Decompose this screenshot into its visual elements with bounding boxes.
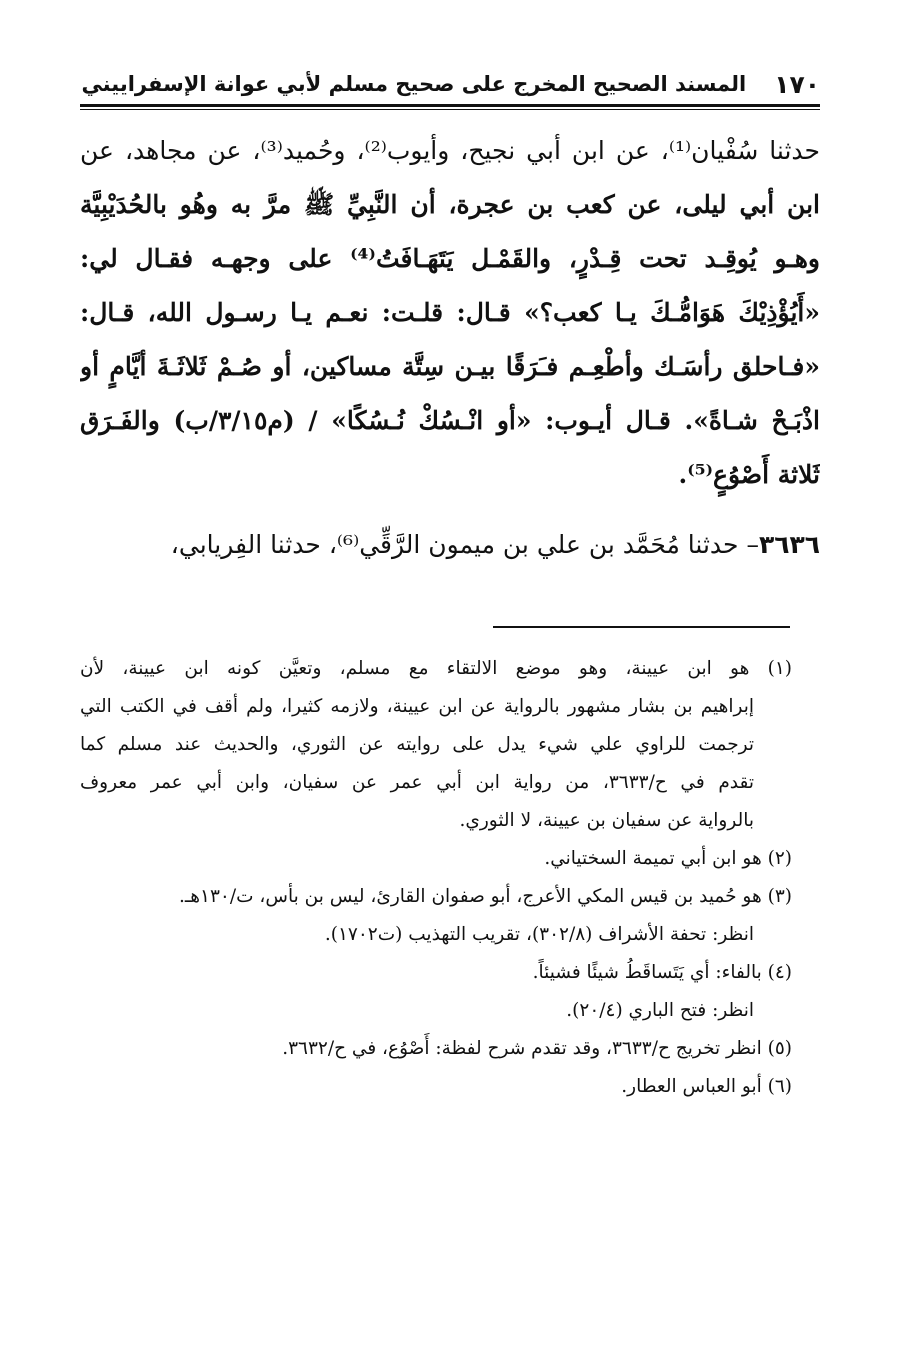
body-line: «أَيُؤْذِيْكَ هَوَامُّـكَ يـا كعب؟» قـال: قلـت: نعـم يـا رسـول الله، قـال:	[80, 298, 820, 327]
footnote-1-line: تقدم في ح/٣٦٣٣، من رواية ابن أبي عمر عن سفيان، وابن أبي عمر معروف	[80, 772, 754, 793]
footnote-4-line: انظر: فتح الباري (٢٠/٤).	[566, 1000, 754, 1021]
footnote-6: (٦) أبو العباس العطار.	[621, 1076, 792, 1097]
footnote-separator	[493, 626, 790, 628]
main-text	[80, 124, 820, 572]
hadith-text: – حدثنا مُحَمَّد بن علي بن ميمون الرَّقِّي⁽⁶⁾، حدثنا الفِريابي،	[170, 530, 759, 559]
footnote-2: (٢) هو ابن أبي تميمة السختياني.	[544, 848, 792, 869]
hadith-number: ٣٦٣٦	[758, 530, 820, 559]
footnote-1-line: إبراهيم بن بشار مشهور بالرواية عن ابن عيينة، ولازمه كثيرا، ولم أقف في الكتب التي	[80, 696, 754, 717]
footnote-3-line: (٣) هو حُميد بن قيس المكي الأعرج، أبو صفوان القارئ، ليس بن بأس، ت/١٣٠هـ.	[178, 886, 792, 907]
footnote-1-line: بالرواية عن سفيان بن عيينة، لا الثوري.	[459, 810, 754, 831]
footnote-5: (٥) انظر تخريج ح/٣٦٣٣، وقد تقدم شرح لفظة: أَصْوُع، في ح/٣٦٣٢.	[282, 1038, 792, 1059]
footnote-1-line: (١) هو ابن عيينة، وهو موضع الالتقاء مع مسلم، وتعيَّن كونه ابن عيينة، لأن	[80, 658, 792, 679]
body-line: ثَلاثة أَصْوُعٍ⁽⁵⁾.	[678, 460, 820, 489]
body-line: وهـو يُوقِـد تحت قِـدْرٍ، والقَمْـل يَتَهَـافَتُ⁽⁴⁾ على وجهـه فقـال لي:	[80, 244, 820, 273]
footnotes	[80, 650, 792, 1106]
body-line: حدثنا سُفْيان⁽¹⁾، عن ابن أبي نجيح، وأيوب⁽²⁾، وحُميد⁽³⁾، عن مجاهد، عن	[80, 136, 820, 165]
footnote-3-line: انظر: تحفة الأشراف (٣٠٢/٨)، تقريب التهذيب (ت١٧٠٢).	[324, 924, 754, 945]
body-line: اذْبَـحْ شـاةً». قـال أيـوب: «أو انْـسُكْ نُـسُكًا» / (م٣/١٥/ب) والفَـرَق	[80, 406, 820, 435]
hadith-line	[80, 518, 820, 572]
page-header	[80, 66, 820, 102]
page-number: ١٧٠	[774, 69, 820, 99]
body-line: «فـاحلق رأسَـك وأطْعِـم فـَرَقًا بيـن سِتَّة مساكين، أو صُـمْ ثَلاثَـةَ أيَّامٍ أو	[80, 352, 820, 381]
running-title: المسند الصحيح المخرج على صحيح مسلم لأبي عوانة الإسفراييني	[81, 72, 747, 96]
body-line: ابن أبي ليلى، عن كعب بن عجرة، أن النَّبِيِّ ﷺ مرَّ به وهُو بالحُدَيْبِيَّة	[80, 190, 820, 219]
footnote-4-line: (٤) بالفاء: أي يَتَساقَطُ شيئًا فشيئاً.	[532, 962, 792, 983]
footnote-1-line: ترجمت للراوي علي شيء يدل على روايته عن الثوري، والحديث عند مسلم كما	[80, 734, 754, 755]
header-rule-thick	[80, 104, 820, 107]
header-rule-thin	[80, 109, 820, 110]
